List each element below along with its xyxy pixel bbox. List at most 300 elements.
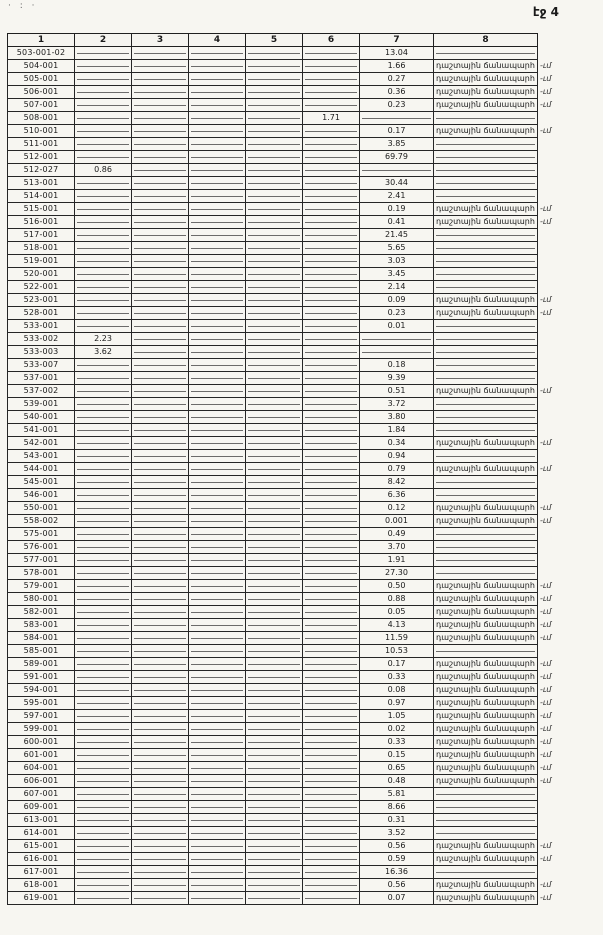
margin-note: -ւմ: [539, 503, 552, 512]
col2-cell: [75, 697, 132, 710]
area-value-cell: 0.001: [360, 515, 434, 528]
table-row: [8, 619, 580, 632]
table-row: [8, 554, 580, 567]
margin-note: [537, 112, 579, 125]
col2-cell: [75, 86, 132, 99]
col4-cell: [189, 489, 246, 502]
margin-note: [537, 229, 579, 242]
area-value-cell: 0.09: [360, 294, 434, 307]
col4-cell: [189, 580, 246, 593]
parcel-code-cell: 589-001: [8, 658, 75, 671]
land-use-cell: դաշտային ճանապարհ: [434, 307, 538, 320]
col4-cell: [189, 515, 246, 528]
col3-cell: [132, 879, 189, 892]
col5-cell: [246, 255, 303, 268]
col6-cell: [303, 47, 360, 60]
parcel-code-cell: 607-001: [8, 788, 75, 801]
col3-cell: [132, 723, 189, 736]
col4-cell: [189, 567, 246, 580]
land-use-cell: դաշտային ճանապարհ: [434, 619, 538, 632]
col4-cell: [189, 229, 246, 242]
land-use-cell: [434, 281, 538, 294]
area-value-cell: 2.14: [360, 281, 434, 294]
parcel-code-cell: 533-001: [8, 320, 75, 333]
table-row: [8, 255, 580, 268]
margin-note: [537, 242, 579, 255]
margin-note: [537, 788, 579, 801]
col2-cell: [75, 814, 132, 827]
table-row: [8, 229, 580, 242]
table-row: [8, 892, 580, 905]
col2-cell: [75, 385, 132, 398]
col2-cell: [75, 619, 132, 632]
parcel-code-cell: 540-001: [8, 411, 75, 424]
col3-cell: [132, 86, 189, 99]
table-row: [8, 385, 580, 398]
margin-note: -ւմ: [539, 126, 552, 135]
col4-cell: [189, 801, 246, 814]
col2-cell: [75, 502, 132, 515]
col5-cell: [246, 73, 303, 86]
margin-note: [537, 814, 579, 827]
col5-cell: [246, 788, 303, 801]
table-row: [8, 476, 580, 489]
col3-cell: [132, 593, 189, 606]
col4-cell: [189, 840, 246, 853]
area-value-cell: 3.80: [360, 411, 434, 424]
margin-note: [537, 528, 579, 541]
col4-cell: [189, 749, 246, 762]
col3-cell: [132, 619, 189, 632]
table-row: [8, 606, 580, 619]
col5-cell: [246, 879, 303, 892]
land-use-cell: [434, 346, 538, 359]
area-value-cell: 5.81: [360, 788, 434, 801]
col4-cell: [189, 541, 246, 554]
parcel-code-cell: 513-001: [8, 177, 75, 190]
margin-note: -ւմ: [539, 295, 552, 304]
col4-cell: [189, 853, 246, 866]
col6-cell: [303, 86, 360, 99]
margin-note: [537, 333, 579, 346]
col3-cell: [132, 749, 189, 762]
col4-cell: [189, 736, 246, 749]
col2-cell: [75, 606, 132, 619]
area-value-cell: 3.03: [360, 255, 434, 268]
parcel-code-cell: 595-001: [8, 697, 75, 710]
area-value-cell: 0.49: [360, 528, 434, 541]
col5-cell: [246, 476, 303, 489]
col2-cell: [75, 229, 132, 242]
col4-cell: [189, 112, 246, 125]
col5-cell: [246, 47, 303, 60]
parcel-code-cell: 558-002: [8, 515, 75, 528]
col5-cell: [246, 723, 303, 736]
col5-cell: [246, 632, 303, 645]
col2-cell: [75, 47, 132, 60]
col4-cell: [189, 710, 246, 723]
col4-cell: [189, 268, 246, 281]
table-row: [8, 489, 580, 502]
area-value-cell: 8.66: [360, 801, 434, 814]
table-row: [8, 788, 580, 801]
col2-cell: [75, 840, 132, 853]
parcel-code-cell: 619-001: [8, 892, 75, 905]
margin-note: [537, 424, 579, 437]
margin-note: -ւմ: [539, 698, 552, 707]
col2-cell: [75, 216, 132, 229]
margin-note: -ւմ: [539, 607, 552, 616]
column-header-4: 4: [189, 34, 246, 47]
table-row: [8, 268, 580, 281]
col4-cell: [189, 502, 246, 515]
col5-cell: [246, 294, 303, 307]
margin-note: -ւմ: [539, 854, 552, 863]
parcel-code-cell: 533-003: [8, 346, 75, 359]
col4-cell: [189, 398, 246, 411]
col4-cell: [189, 879, 246, 892]
col6-cell: [303, 437, 360, 450]
col2-cell: [75, 749, 132, 762]
col3-cell: [132, 801, 189, 814]
area-value-cell: 3.45: [360, 268, 434, 281]
col6-cell: [303, 749, 360, 762]
col6-cell: [303, 164, 360, 177]
col5-cell: [246, 658, 303, 671]
col2-cell: [75, 788, 132, 801]
col2-cell: [75, 554, 132, 567]
parcel-code-cell: 511-001: [8, 138, 75, 151]
col2-cell: [75, 892, 132, 905]
area-value-cell: 0.07: [360, 892, 434, 905]
area-value-cell: 0.65: [360, 762, 434, 775]
table-row: [8, 86, 580, 99]
col2-cell: [75, 281, 132, 294]
col3-cell: [132, 125, 189, 138]
col5-cell: [246, 710, 303, 723]
col2-cell: [75, 762, 132, 775]
col5-cell: [246, 593, 303, 606]
land-use-cell: [434, 450, 538, 463]
area-value-cell: 0.94: [360, 450, 434, 463]
area-value-cell: 30.44: [360, 177, 434, 190]
parcel-code-cell: 600-001: [8, 736, 75, 749]
col3-cell: [132, 177, 189, 190]
table-row: [8, 528, 580, 541]
col4-cell: [189, 190, 246, 203]
col4-cell: [189, 151, 246, 164]
col4-cell: [189, 242, 246, 255]
land-use-cell: [434, 645, 538, 658]
col5-cell: [246, 424, 303, 437]
col4-cell: [189, 73, 246, 86]
land-use-cell: դաշտային ճանապարհ: [434, 580, 538, 593]
table-row: [8, 372, 580, 385]
margin-note: [537, 255, 579, 268]
col4-cell: [189, 47, 246, 60]
parcel-code-cell: 518-001: [8, 242, 75, 255]
table-row: [8, 294, 580, 307]
margin-note: [537, 450, 579, 463]
parcel-code-cell: 520-001: [8, 268, 75, 281]
margin-note: -ւմ: [539, 581, 552, 590]
col3-cell: [132, 684, 189, 697]
land-use-cell: դաշտային ճանապարհ: [434, 593, 538, 606]
land-use-cell: [434, 866, 538, 879]
land-use-cell: [434, 528, 538, 541]
area-value-cell: 1.66: [360, 60, 434, 73]
margin-note: [537, 281, 579, 294]
land-use-cell: [434, 476, 538, 489]
col2-cell: [75, 593, 132, 606]
column-header-6: 6: [303, 34, 360, 47]
col3-cell: [132, 255, 189, 268]
col5-cell: [246, 242, 303, 255]
margin-note: -ւմ: [539, 204, 552, 213]
col2-cell: [75, 60, 132, 73]
col6-cell: [303, 866, 360, 879]
area-value-cell: 0.50: [360, 580, 434, 593]
margin-note: [537, 268, 579, 281]
table-row: [8, 307, 580, 320]
table-row: [8, 125, 580, 138]
col5-cell: [246, 411, 303, 424]
col5-cell: [246, 749, 303, 762]
col6-cell: [303, 229, 360, 242]
table-row: [8, 697, 580, 710]
table-row: [8, 177, 580, 190]
col2-cell: 2.23: [75, 333, 132, 346]
area-value-cell: [360, 333, 434, 346]
col6-cell: [303, 489, 360, 502]
col4-cell: [189, 437, 246, 450]
col3-cell: [132, 489, 189, 502]
col5-cell: [246, 840, 303, 853]
table-row: [8, 164, 580, 177]
parcel-code-cell: 543-001: [8, 450, 75, 463]
scan-noise-marks: · : ·: [8, 1, 38, 11]
parcel-code-cell: 606-001: [8, 775, 75, 788]
area-value-cell: 0.88: [360, 593, 434, 606]
margin-note: -ւմ: [539, 724, 552, 733]
parcel-code-cell: 517-001: [8, 229, 75, 242]
table-row: [8, 749, 580, 762]
col2-cell: [75, 138, 132, 151]
col4-cell: [189, 216, 246, 229]
col5-cell: [246, 801, 303, 814]
col3-cell: [132, 814, 189, 827]
area-value-cell: 0.56: [360, 840, 434, 853]
land-use-cell: դաշտային ճանապարհ: [434, 762, 538, 775]
table-row: [8, 437, 580, 450]
col4-cell: [189, 359, 246, 372]
col6-cell: [303, 788, 360, 801]
col5-cell: [246, 320, 303, 333]
land-use-cell: [434, 541, 538, 554]
col3-cell: [132, 229, 189, 242]
margin-note: -ւմ: [539, 464, 552, 473]
col6-cell: [303, 242, 360, 255]
parcel-code-cell: 512-001: [8, 151, 75, 164]
margin-note: -ւմ: [539, 633, 552, 642]
col6-cell: [303, 567, 360, 580]
area-value-cell: 10.53: [360, 645, 434, 658]
land-use-cell: [434, 47, 538, 60]
parcel-code-cell: 522-001: [8, 281, 75, 294]
col4-cell: [189, 632, 246, 645]
col2-cell: [75, 73, 132, 86]
col3-cell: [132, 892, 189, 905]
col3-cell: [132, 450, 189, 463]
col6-cell: [303, 294, 360, 307]
parcel-code-cell: 545-001: [8, 476, 75, 489]
col6-cell: [303, 515, 360, 528]
area-value-cell: 3.72: [360, 398, 434, 411]
margin-note: [537, 476, 579, 489]
col5-cell: [246, 229, 303, 242]
parcel-code-cell: 599-001: [8, 723, 75, 736]
area-value-cell: 0.15: [360, 749, 434, 762]
area-value-cell: 3.85: [360, 138, 434, 151]
col5-cell: [246, 216, 303, 229]
col5-cell: [246, 125, 303, 138]
table-row: [8, 138, 580, 151]
col5-cell: [246, 580, 303, 593]
table-row: [8, 762, 580, 775]
col6-cell: [303, 593, 360, 606]
land-use-cell: [434, 489, 538, 502]
col4-cell: [189, 866, 246, 879]
area-value-cell: 0.23: [360, 307, 434, 320]
col3-cell: [132, 99, 189, 112]
col5-cell: [246, 372, 303, 385]
col3-cell: [132, 398, 189, 411]
col6-cell: [303, 814, 360, 827]
col4-cell: [189, 671, 246, 684]
table-row: [8, 203, 580, 216]
col6-cell: [303, 697, 360, 710]
col4-cell: [189, 125, 246, 138]
land-use-cell: դաշտային ճանապարհ: [434, 853, 538, 866]
col2-cell: [75, 177, 132, 190]
land-use-cell: [434, 320, 538, 333]
area-value-cell: 0.23: [360, 99, 434, 112]
land-use-cell: [434, 567, 538, 580]
margin-note: -ւմ: [539, 893, 552, 902]
col6-cell: [303, 723, 360, 736]
land-use-cell: [434, 398, 538, 411]
col3-cell: [132, 138, 189, 151]
col2-cell: [75, 671, 132, 684]
table-row: [8, 502, 580, 515]
area-value-cell: 0.19: [360, 203, 434, 216]
margin-note: -ւմ: [539, 737, 552, 746]
col3-cell: [132, 710, 189, 723]
col6-cell: [303, 645, 360, 658]
parcel-code-cell: 546-001: [8, 489, 75, 502]
col2-cell: [75, 684, 132, 697]
margin-note: [537, 398, 579, 411]
col5-cell: [246, 853, 303, 866]
col4-cell: [189, 294, 246, 307]
col3-cell: [132, 866, 189, 879]
col5-cell: [246, 892, 303, 905]
col6-cell: [303, 606, 360, 619]
col2-cell: [75, 151, 132, 164]
margin-note: [537, 359, 579, 372]
table-row: [8, 580, 580, 593]
area-value-cell: 0.08: [360, 684, 434, 697]
col6-cell: [303, 398, 360, 411]
col4-cell: [189, 60, 246, 73]
col5-cell: [246, 762, 303, 775]
column-header-1: 1: [8, 34, 75, 47]
col5-cell: [246, 138, 303, 151]
margin-note: -ւմ: [539, 685, 552, 694]
col3-cell: [132, 307, 189, 320]
col5-cell: [246, 268, 303, 281]
parcel-code-cell: 614-001: [8, 827, 75, 840]
col6-cell: [303, 190, 360, 203]
land-use-cell: դաշտային ճանապարհ: [434, 775, 538, 788]
table-row: [8, 216, 580, 229]
margin-note: [537, 138, 579, 151]
col5-cell: [246, 619, 303, 632]
col2-cell: [75, 528, 132, 541]
col3-cell: [132, 554, 189, 567]
table-row: [8, 346, 580, 359]
land-use-cell: [434, 268, 538, 281]
col4-cell: [189, 385, 246, 398]
col5-cell: [246, 385, 303, 398]
col5-cell: [246, 775, 303, 788]
margin-note: [537, 164, 579, 177]
area-value-cell: 0.31: [360, 814, 434, 827]
col2-cell: [75, 112, 132, 125]
land-use-cell: դաշտային ճանապարհ: [434, 879, 538, 892]
margin-note: [537, 346, 579, 359]
col6-cell: [303, 502, 360, 515]
parcel-code-cell: 583-001: [8, 619, 75, 632]
table-row: [8, 398, 580, 411]
col6-cell: [303, 671, 360, 684]
col5-cell: [246, 177, 303, 190]
margin-note: -ւմ: [539, 672, 552, 681]
col2-cell: [75, 450, 132, 463]
table-row: [8, 333, 580, 346]
area-value-cell: 0.56: [360, 879, 434, 892]
col4-cell: [189, 762, 246, 775]
col3-cell: [132, 840, 189, 853]
col2-cell: [75, 866, 132, 879]
table-row: [8, 827, 580, 840]
margin-note: [537, 827, 579, 840]
page-number: էջ 4: [532, 5, 559, 19]
land-use-cell: դաշտային ճանապարհ: [434, 658, 538, 671]
col5-cell: [246, 86, 303, 99]
area-value-cell: 1.91: [360, 554, 434, 567]
area-value-cell: 0.36: [360, 86, 434, 99]
col4-cell: [189, 177, 246, 190]
col2-cell: [75, 320, 132, 333]
col3-cell: [132, 827, 189, 840]
land-use-cell: դաշտային ճանապարհ: [434, 294, 538, 307]
col5-cell: [246, 697, 303, 710]
col4-cell: [189, 775, 246, 788]
area-value-cell: 0.33: [360, 736, 434, 749]
margin-note: [537, 320, 579, 333]
parcel-code-cell: 507-001: [8, 99, 75, 112]
